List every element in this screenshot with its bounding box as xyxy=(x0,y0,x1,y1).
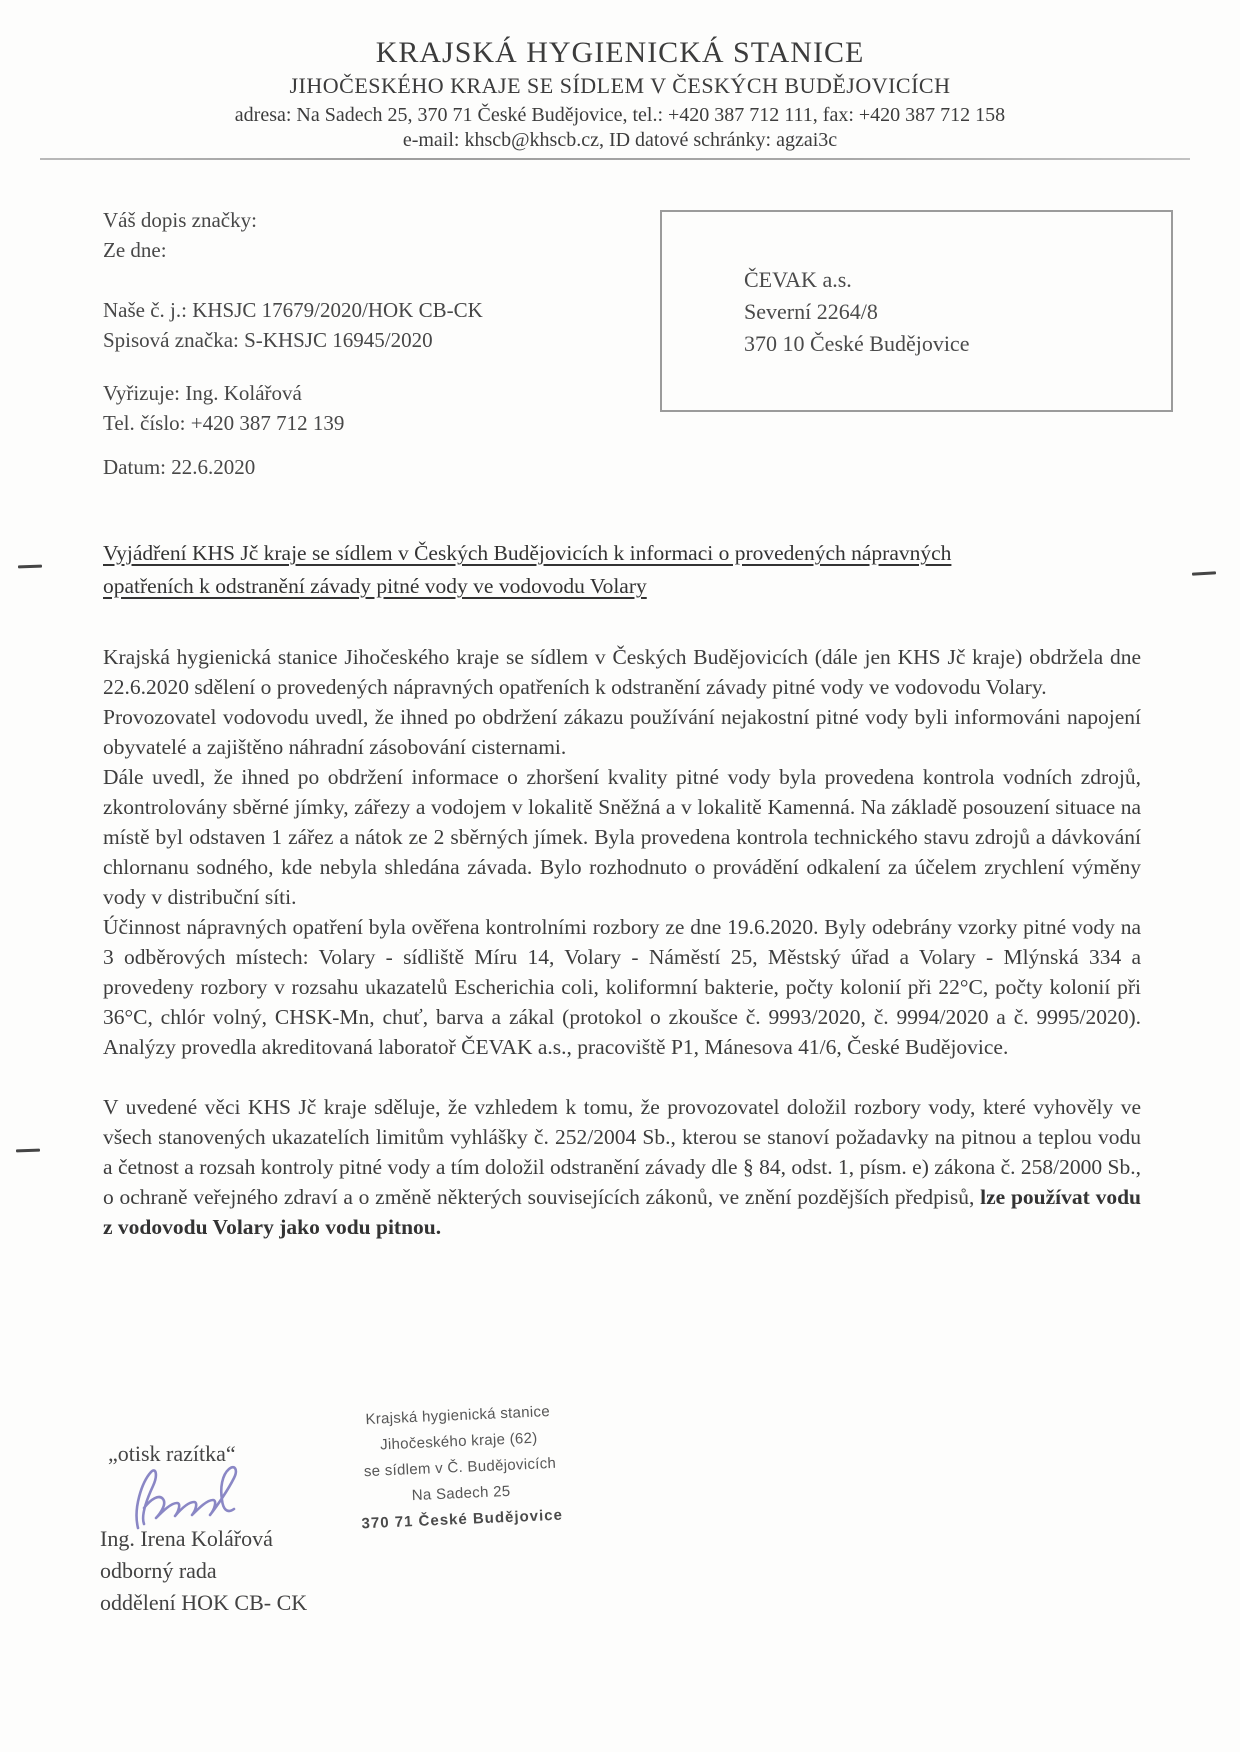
handled-by: Vyřizuje: Ing. Kolářová xyxy=(103,381,302,405)
recipient-name: ČEVAK a.s. xyxy=(744,267,852,292)
our-reference: Naše č. j.: KHSJC 17679/2020/HOK CB-CK xyxy=(103,298,483,322)
your-reference-label: Váš dopis značky: xyxy=(103,208,257,232)
fold-mark xyxy=(18,565,42,569)
phone-number: Tel. číslo: +420 387 712 139 xyxy=(103,411,345,435)
recipient-city: 370 10 České Budějovice xyxy=(744,331,970,356)
organization-address: adresa: Na Sadech 25, 370 71 České Budějovice, tel.: +420 387 712 111, fax: +420 387 712 158 xyxy=(234,104,1006,126)
conclusion-bold-text: lze používat vodu z vodovodu Volary jako vodu pitnou. xyxy=(103,1185,1141,1239)
subject-line-1: Vyjádření KHS Jč kraje se sídlem v Českých Budějovicích k informaci o provedených nápravných xyxy=(103,541,952,565)
stamp-line-4: Na Sadech 25 xyxy=(411,1482,511,1505)
conclusion-regular-text: V uvedené věci KHS Jč kraje sděluje, že vzhledem k tomu, že provozovatel doložil rozbory vody, které vyhověly ve všech stanovených ukazatelích limitům vyhlášky č. 252/2004 Sb., kterou se stanoví požadavky na pitnou a teplou vodu a četnost a rozsah kontroly pitné vody a tím doložil odstranění závady dle § 84, odst. 1, písm. e) zákona č. 258/2000 Sb., o ochraně veřejného zdraví a o změně některých souvisejících zákonů, ve znění pozdějších předpisů, xyxy=(103,1095,1141,1209)
subject-line-2: opatřeních k odstranění závady pitné vody ve vodovodu Volary xyxy=(103,574,647,598)
letterhead-divider xyxy=(40,158,1190,160)
fold-mark xyxy=(16,1149,40,1153)
body-paragraph-conclusion xyxy=(103,1092,1141,1242)
body-paragraph: Účinnost nápravných opatření byla ověřena kontrolními rozbory ze dne 19.6.2020. Byly odebrány vzorky pitné vody na 3 odběrových místech: Volary - sídliště Míru 14, Volary - Náměstí 25, Městský úřad a Volary - Mlýnská 334 a provedeny rozbory v rozsahu ukazatelů Escherichia coli, koliformní bakterie, počty kolonií při 22°C, počty kolonií při 36°C, chlór volný, CHSK-Mn, chuť, barva a zákal (protokol o zkoušce č. 9993/2020, č. 9994/2020 a č. 9995/2020). Analýzy provedla akreditovaná laboratoř ČEVAK a.s., pracoviště P1, Mánesova 41/6, České Budějovice. xyxy=(103,915,1141,1059)
subject-heading xyxy=(103,537,1143,603)
fold-mark xyxy=(1192,571,1216,575)
file-reference: Spisová značka: S-KHSJC 16945/2020 xyxy=(103,328,433,352)
recipient-address xyxy=(744,264,969,360)
signer-title: odborný rada xyxy=(100,1558,217,1583)
letterhead xyxy=(0,36,1240,153)
organization-subtitle: JIHOČESKÉHO KRAJE SE SÍDLEM V ČESKÝCH BUDĚJOVICÍCH xyxy=(289,73,951,98)
signer-name: Ing. Irena Kolářová xyxy=(100,1526,273,1551)
rubber-stamp xyxy=(347,1398,572,1537)
stamp-line-2: Jihočeského kraje (62) xyxy=(379,1429,538,1454)
organization-email: e-mail: khscb@khscb.cz, ID datové schránky: agzai3c xyxy=(402,129,838,151)
letter-body xyxy=(103,642,1141,1242)
stamp-line-5: 370 71 České Budějovice xyxy=(361,1506,564,1533)
stamp-line-1: Krajská hygienická stanice xyxy=(365,1403,551,1429)
body-paragraph: Krajská hygienická stanice Jihočeského kraje se sídlem v Českých Budějovicích (dále jen KHS Jč kraje) obdržela dne 22.6.2020 sdělení o provedených nápravných opatřeních k odstranění závady pitné vody ve vodovodu Volary. xyxy=(103,645,1141,699)
signer-department: oddělení HOK CB- CK xyxy=(100,1590,308,1615)
stamp-line-3: se sídlem v Č. Budějovicích xyxy=(363,1454,557,1481)
body-paragraph: Provozovatel vodovodu uvedl, že ihned po obdržení zákazu používání nejakostní pitné vody byli informováni napojení obyvatelé a zajištěno náhradní zásobování cisternami. xyxy=(103,705,1141,759)
body-paragraph: Dále uvedl, že ihned po obdržení informace o zhoršení kvality pitné vody byla provedena kontrola vodních zdrojů, zkontrolovány sběrné jímky, zářezy a vodojem v lokalitě Sněžná a v lokalitě Kamenná. Na základě posouzení situace na místě byl odstaven 1 zářez a nátok ze 2 sběrných jímek. Byla provedena kontrola technického stavu zdrojů a dávkování chlornanu sodného, kde nebyla shledána závada. Bylo rozhodnuto o provádění odkalení za účelem zrychlení výměny vody v distribuční síti. xyxy=(103,765,1141,909)
recipient-address-box xyxy=(660,210,1173,412)
stamp-note: „otisk razítka“ xyxy=(108,1441,236,1466)
recipient-street: Severní 2264/8 xyxy=(744,299,878,324)
reference-block xyxy=(103,205,483,482)
letter-date: Datum: 22.6.2020 xyxy=(103,455,256,479)
your-date-label: Ze dne: xyxy=(103,238,167,262)
organization-name: KRAJSKÁ HYGIENICKÁ STANICE xyxy=(375,36,865,69)
